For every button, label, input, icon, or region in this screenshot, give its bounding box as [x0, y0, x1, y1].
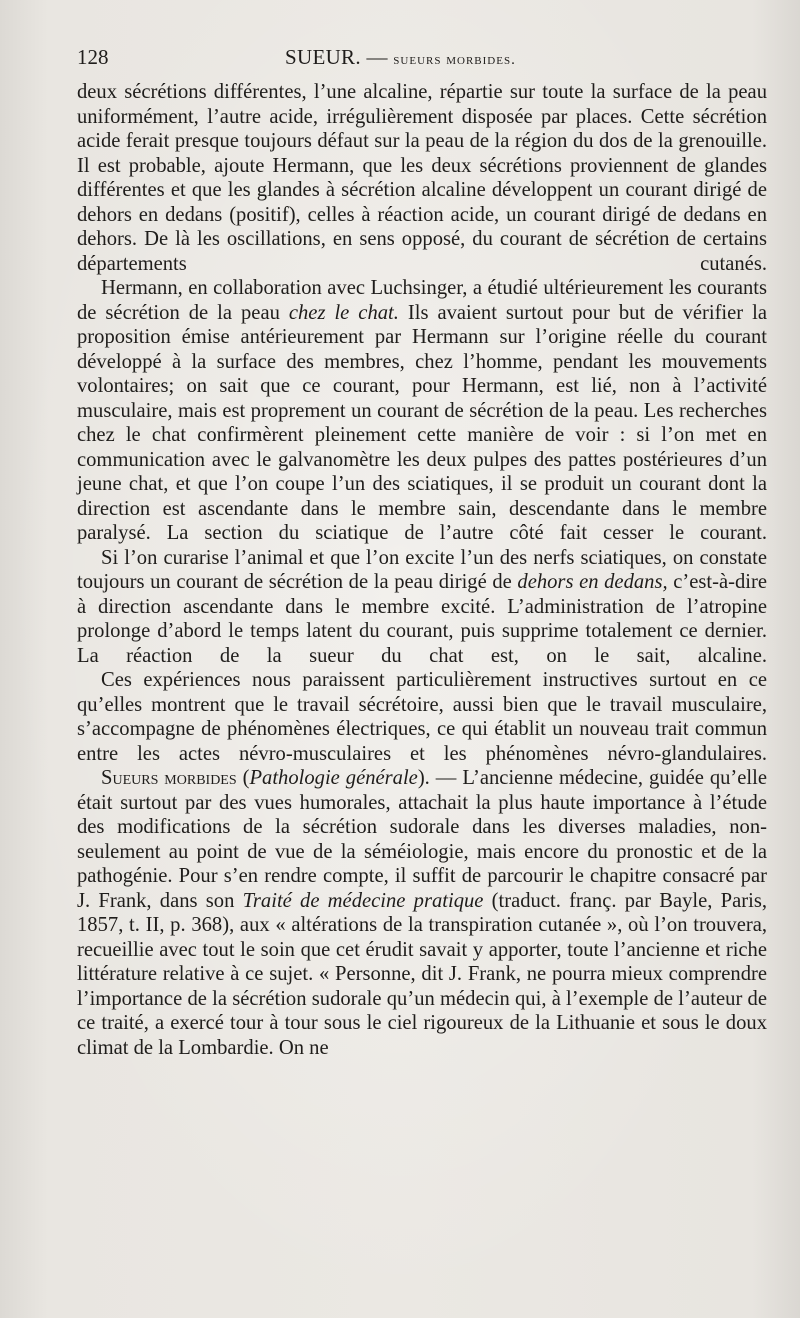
running-header [77, 42, 767, 72]
paragraph [77, 546, 767, 669]
italic-text: chez le chat. [288, 301, 399, 324]
text-run: ( [236, 767, 250, 789]
paragraph [77, 80, 767, 276]
text-run: Si l’on curarise l’animal et que l’on excite l’un des nerfs sciatiques, on constate toujours un courant de sécrétion de la peau dirigé de [77, 546, 767, 593]
section-heading: Sueurs morbides [101, 767, 237, 789]
paragraph [77, 276, 767, 546]
paragraph [77, 668, 767, 766]
text-run: c’est-à-dire à direction ascendante dans le membre excité. L’administration de l’atropine prolonge d’abord le temps latent du courant, puis supprime totalement ce dernier. La réaction de la sueur du chat est, on le sait, alcaline. [77, 571, 767, 667]
body-text [77, 80, 767, 1060]
text-run: (traduct. franç. par Bayle, Paris, 1857, t. II, p. 368), aux « altérations de la transpiration cutanée », où l’on trouvera, recueillie avec tout le soin que cet érudit savait y apporter, toute l’ancienne et riche littérature relative à ce sujet. « Personne, dit J. Frank, ne pourra mieux comprendre l’importance de la sécrétion sudorale qu’un médecin qui, à l’exemple de l’auteur de ce traité, a exercé tour à tour sous le ciel rigoureux de la Lithuanie et sous le doux climat de la Lombardie. On ne [77, 889, 767, 1059]
text-run: Ils avaient surtout pour but de vérifier la proposition émise antérieurement par Hermann sur l’origine réelle du courant développé à la surface des membres, chez l’homme, pendant les mouvements volontaires; on sait que ce courant, pour Hermann, est lié, non à l’activité musculaire, mais est proprement un courant de sécrétion de la peau. Les recherches chez le chat confirmèrent pleinement cette manière de voir : si l’on met en communication avec le galvanomètre les deux pulpes des pattes postérieures d’un jeune chat, et que l’on coupe l’un des sciatiques, il se produit un courant dont la direction est ascendante dans le membre sain, descendante dans le membre paralysé. La section du sciatique de l’autre côté fait cesser le courant. [77, 301, 768, 544]
italic-text: dehors en dedans, [517, 571, 668, 593]
text-run: Ces expériences nous paraissent particulièrement instructives surtout en ce qu’elles montrent que le travail sécrétoire, aussi bien que le travail musculaire, s’accompagne de phénomènes électriques, ce qui établit un nouveau trait commun entre les actes névro-musculaires et les phénomènes névro-glandulaires. [77, 669, 767, 765]
running-title-section: sueurs morbides. [393, 52, 516, 68]
paragraph [77, 766, 767, 1060]
text-run: deux sécrétions différentes, l’une alcaline, répartie sur toute la surface de la peau uniformément, l’autre acide, irrégulièrement disposée par places. Cette sécrétion acide ferait presque toujours défaut sur la peau de la région du dos de la grenouille. Il est probable, ajoute Hermann, que les deux sécrétions proviennent de glandes différentes et que les glandes à sécrétion alcaline développent un courant dirigé de dehors en dedans (positif), celles à réaction acide, un courant dirigé de dedans en dehors. De là les oscillations, en sens opposé, du courant de sécrétion de certains départements cutanés. [77, 81, 767, 275]
text-run: ). — L’ancienne médecine, guidée qu’elle était surtout par des vues humorales, attachait la plus haute importance à l’étude des modifications de la sécrétion sudorale dans les diverses maladies, non-seulement au point de vue de la séméiologie, mais encore du pronostic et de la pathogénie. Pour s’en rendre compte, il suffit de parcourir le chapitre consacré par J. Frank, dans son [77, 767, 767, 912]
page-number: 128 [77, 45, 109, 69]
running-title-main: SUEUR. — [285, 45, 394, 69]
running-title [285, 42, 516, 75]
italic-text: Traité de médecine pratique [242, 889, 484, 912]
italic-text: Pathologie générale [249, 767, 418, 789]
text-run: Hermann, en collaboration avec Luchsinger, a étudié ultérieurement les courants de sécrétion de la peau [77, 277, 767, 324]
